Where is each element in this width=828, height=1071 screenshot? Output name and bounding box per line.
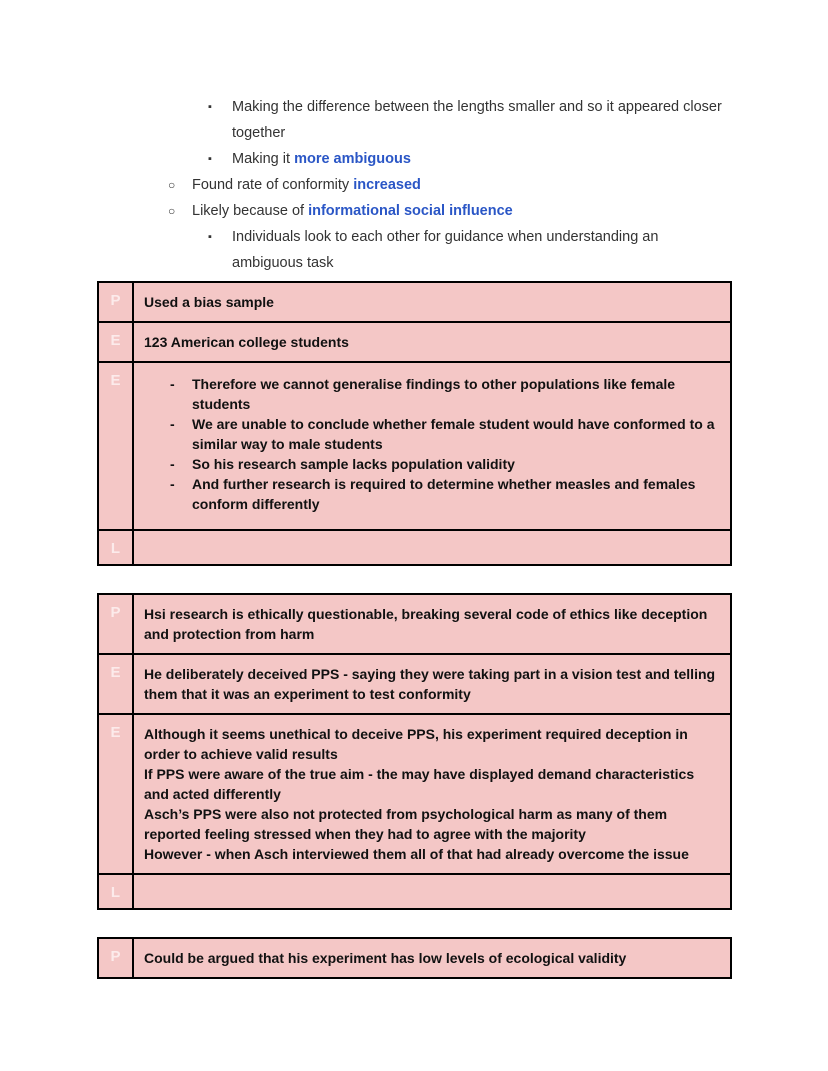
plain-phrase: Making it — [232, 151, 295, 167]
circle-bullet-icon: ○ — [168, 204, 176, 218]
row-label-cell: P — [99, 595, 134, 653]
row-label-cell: P — [99, 939, 134, 977]
row-content-cell — [134, 283, 730, 321]
row-content-cell — [134, 595, 730, 653]
square-bullet-icon: ▪ — [208, 101, 212, 113]
dash-item: - Therefore we cannot generalise findings to other populations like female students — [170, 374, 716, 414]
bullet-text — [192, 172, 732, 198]
row-label-cell: L — [99, 875, 134, 908]
square-bullet-icon: ▪ — [208, 153, 212, 165]
table-row — [99, 595, 730, 655]
plain-phrase: Found rate of conformity — [192, 177, 354, 193]
peel-table-2 — [97, 593, 732, 910]
cell-paragraph: Hsi research is ethically questionable, breaking several code of ethics like deception and protection from harm — [144, 606, 708, 642]
table-row — [99, 283, 730, 323]
row-label-cell: E — [99, 655, 134, 713]
row-content-cell — [134, 939, 730, 977]
bullet-item — [160, 224, 732, 276]
square-bullet-icon: ▪ — [208, 231, 212, 243]
bullet-text — [232, 94, 732, 146]
cell-paragraph: However - when Asch interviewed them all of that had already overcome the issue — [144, 846, 689, 862]
bullet-item — [160, 94, 732, 146]
cell-paragraph: Asch’s PPS were also not protected from psychological harm as many of them reported feeling stressed when they had to agree with the majority — [144, 806, 668, 842]
row-content-cell — [134, 655, 730, 713]
row-label-cell: L — [99, 531, 134, 564]
peel-table-3 — [97, 937, 732, 979]
dash-item: - We are unable to conclude whether female student would have conformed to a similar way to male students — [170, 414, 716, 454]
row-content-cell — [134, 363, 730, 529]
plain-phrase: Individuals look to each other for guidance when understanding an ambiguous task — [232, 229, 659, 271]
cell-paragraph: Could be argued that his experiment has low levels of ecological validity — [144, 950, 627, 966]
bullet-text — [232, 146, 732, 172]
row-label-cell: E — [99, 323, 134, 361]
row-content-cell — [134, 531, 730, 564]
cell-paragraph: If PPS were aware of the true aim - the may have displayed demand characteristics and acted differently — [144, 766, 695, 802]
table-row — [99, 323, 730, 363]
table-row — [99, 531, 730, 564]
bullet-list — [160, 94, 732, 276]
highlighted-phrase: informational social influence — [308, 203, 513, 219]
highlighted-phrase: increased — [353, 177, 421, 193]
table-row — [99, 655, 730, 715]
row-label-cell: E — [99, 363, 134, 529]
row-content-cell — [134, 715, 730, 873]
row-label-cell: E — [99, 715, 134, 873]
bullet-text — [192, 198, 732, 224]
peel-table-1 — [97, 281, 732, 566]
cell-paragraph: Although it seems unethical to deceive PPS, his experiment required deception in order to achieve valid results — [144, 726, 688, 762]
highlighted-phrase: more ambiguous — [294, 151, 411, 167]
peel-tables — [97, 281, 732, 979]
cell-paragraph: He deliberately deceived PPS - saying they were taking part in a vision test and telling them that it was an experiment to test conformity — [144, 666, 716, 702]
plain-phrase: Making the difference between the lengths smaller and so it appeared closer together — [232, 99, 722, 141]
row-content-cell — [134, 875, 730, 908]
bullet-item — [160, 198, 732, 224]
table-row — [99, 939, 730, 977]
row-content-cell — [134, 323, 730, 361]
bullet-text — [232, 224, 732, 276]
cell-paragraph: Used a bias sample — [144, 294, 274, 310]
plain-phrase: Likely because of — [192, 203, 309, 219]
table-row — [99, 363, 730, 531]
dash-list — [170, 374, 716, 514]
dash-item: - And further research is required to determine whether measles and females conform differently — [170, 474, 716, 514]
table-row — [99, 875, 730, 908]
bullet-item — [160, 172, 732, 198]
cell-paragraph: 123 American college students — [144, 334, 349, 350]
row-label-cell: P — [99, 283, 134, 321]
table-row — [99, 715, 730, 875]
circle-bullet-icon: ○ — [168, 178, 176, 192]
dash-item: - So his research sample lacks population validity — [170, 454, 716, 474]
bullet-item — [160, 146, 732, 172]
